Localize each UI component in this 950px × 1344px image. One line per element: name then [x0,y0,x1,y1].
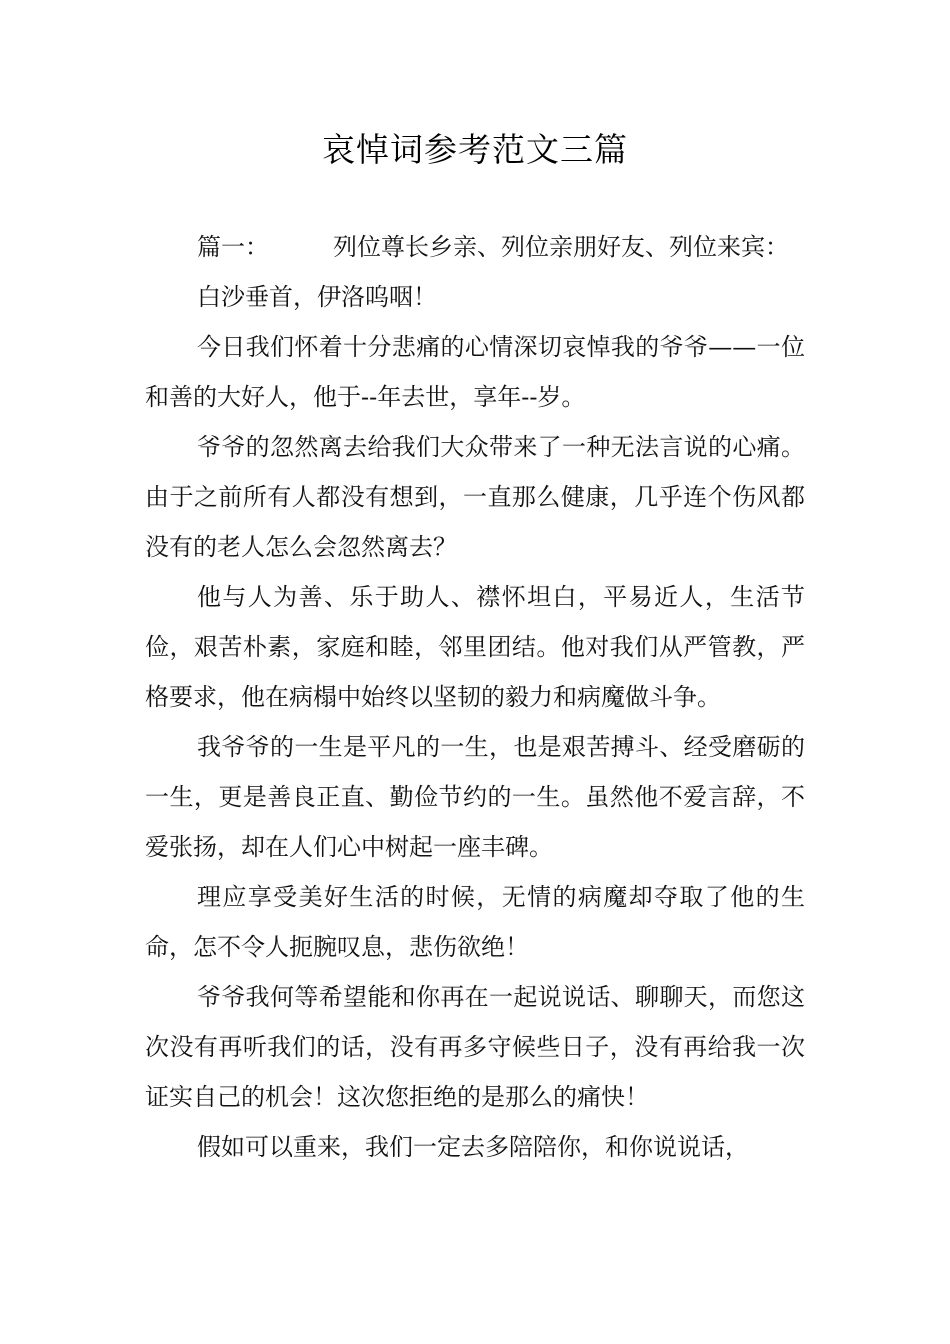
document-body [145,222,805,1172]
paragraph-4: 他与人为善、乐于助人、襟怀坦白，平易近人，生活节俭，艰苦朴素，家庭和睦，邻里团结。他对我们从严管教，严格要求，他在病榻中始终以坚韧的毅力和病魔做斗争。 [145,583,805,711]
paragraph-8: 假如可以重来，我们一定去多陪陪你，和你说说话， [197,1133,749,1161]
paragraph-1: 白沙垂首，伊洛呜咽！ [197,283,437,311]
section-label: 篇一： [197,233,269,261]
section-heading-line [145,222,805,272]
document-title: 哀悼词参考范文三篇 [322,130,628,169]
paragraph-7: 爷爷我何等希望能和你再在一起说说话、聊聊天，而您这次没有再听我们的话，没有再多守候些日子，没有再给我一次证实自己的机会！这次您拒绝的是那么的痛快！ [145,983,805,1111]
paragraph-3: 爷爷的忽然离去给我们大众带来了一种无法言说的心痛。由于之前所有人都没有想到，一直那么健康，几乎连个伤风都没有的老人怎么会忽然离去？ [145,433,805,561]
paragraph-2: 今日我们怀着十分悲痛的心情深切哀悼我的爷爷——一位和善的大好人，他于--年去世，享年--岁。 [145,333,805,411]
paragraph-5: 我爷爷的一生是平凡的一生，也是艰苦搏斗、经受磨砺的一生，更是善良正直、勤俭节约的一生。虽然他不爱言辞，不爱张扬，却在人们心中树起一座丰碑。 [145,733,805,861]
salutation: 列位尊长乡亲、列位亲朋好友、列位来宾： [333,233,789,261]
paragraph-6: 理应享受美好生活的时候，无情的病魔却夺取了他的生命，怎不令人扼腕叹息，悲伤欲绝！ [145,883,805,961]
